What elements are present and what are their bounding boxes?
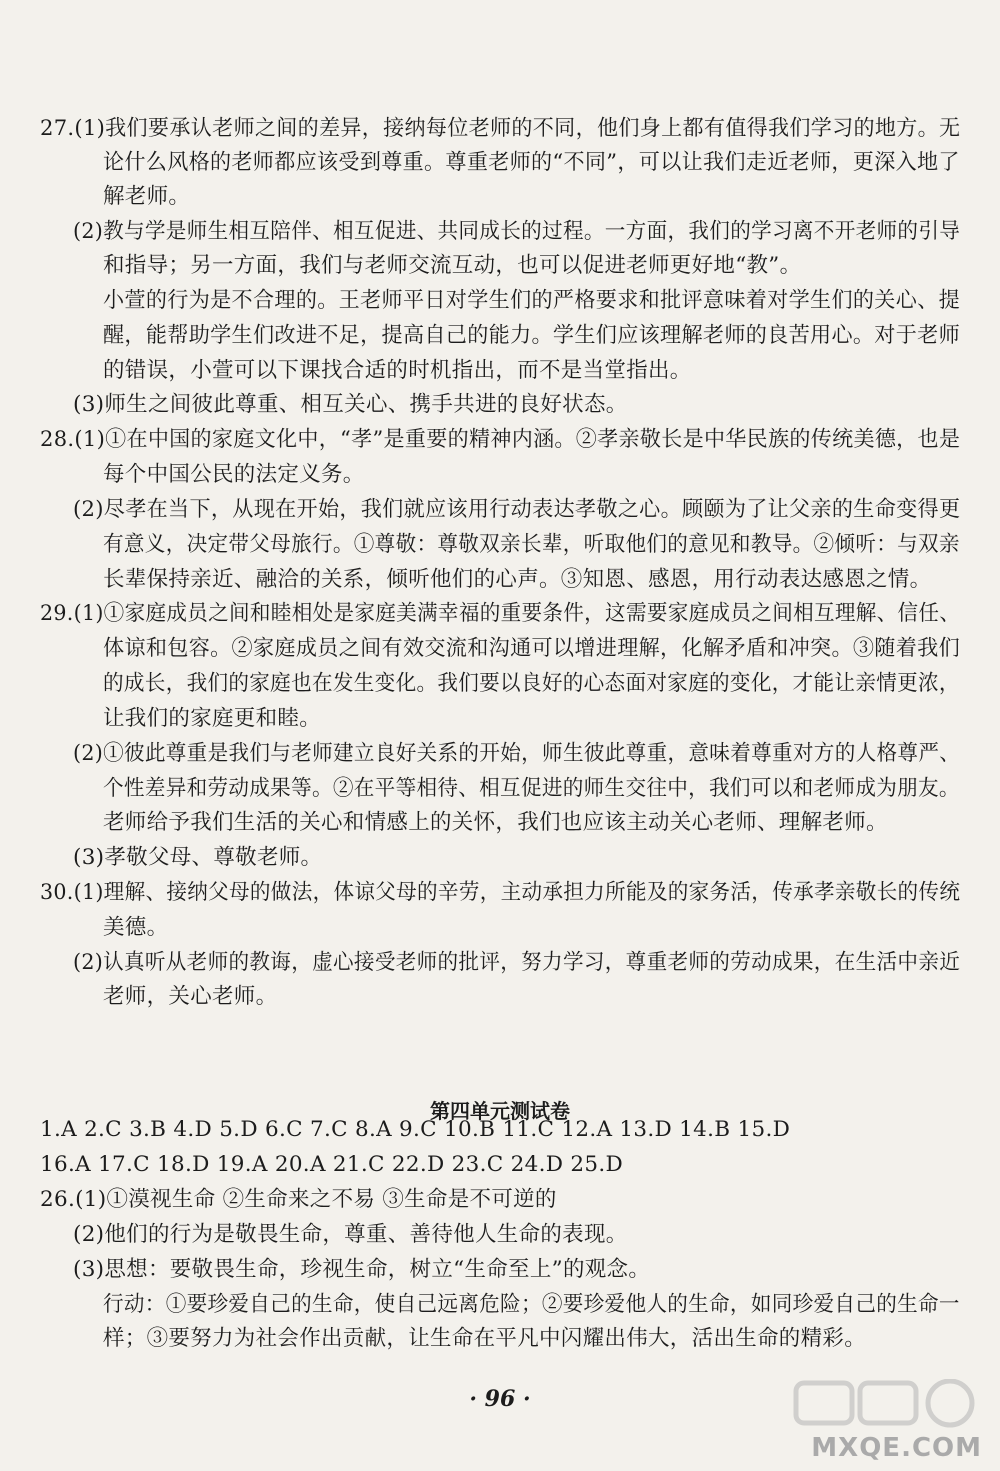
text-line: (3)孝敬父母、尊敬老师。 [73, 845, 323, 870]
text-line: 论什么风格的老师都应该受到尊重。尊重老师的“不同”，可以让我们走近老师，更深入地了 [103, 150, 960, 175]
text-line: 小萱的行为是不合理的。王老师平日对学生们的严格要求和批评意味着对学生们的关心、提 [103, 288, 961, 313]
text-line: (3)思想：要敬畏生命，珍视生命，树立“生命至上”的观念。 [73, 1257, 651, 1282]
text-line: (2)认真听从老师的教诲，虚心接受老师的批评，努力学习，尊重老师的劳动成果，在生活中亲近 [73, 950, 961, 975]
text-line: 解老师。 [103, 184, 191, 209]
text-line: 27.(1)我们要承认老师之间的差异，接纳每位老师的不同，他们身上都有值得我们学习的地方。无 [40, 116, 961, 141]
watermark-site-text: MXQE.COM [811, 1433, 982, 1463]
text-line: 个性差异和劳动成果等。②在平等相待、相互促进的师生交往中，我们可以和老师成为朋友。 [103, 776, 960, 801]
text-line: 每个中国公民的法定义务。 [103, 462, 365, 487]
text-line: 长辈保持亲近、融洽的关系，倾听他们的心声。③知恩、感恩，用行动表达感恩之情。 [103, 567, 932, 592]
text-line: 的错误，小萱可以下课找合适的时机指出，而不是当堂指出。 [103, 358, 692, 383]
text-line: 样；③要努力为社会作出贡献，让生命在平凡中闪耀出伟大，活出生命的精彩。 [103, 1326, 867, 1351]
text-line: 行动：①要珍爱自己的生命，使自己远离危险；②要珍爱他人的生命，如同珍爱自己的生命一 [103, 1292, 960, 1317]
text-line: (2)教与学是师生相互陪伴、相互促进、共同成长的过程。一方面，我们的学习离不开老师的引导 [73, 219, 961, 244]
text-line: 30.(1)理解、接纳父母的做法，体谅父母的辛劳，主动承担力所能及的家务活，传承孝亲敬长的传统 [40, 880, 961, 905]
text-line: 的成长，我们的家庭也在发生变化。我们要以良好的心态面对家庭的变化，才能让亲情更浓， [103, 671, 960, 696]
text-line: (3)师生之间彼此尊重、相互关心、携手共进的良好状态。 [73, 392, 628, 417]
text-line: (2)他们的行为是敬畏生命，尊重、善待他人生命的表现。 [73, 1222, 628, 1247]
section-heading: 第四单元测试卷 [430, 1099, 570, 1123]
page-number: · 96 · [469, 1386, 531, 1412]
text-line: 28.(1)①在中国的家庭文化中，“孝”是重要的精神内涵。②孝亲敬长是中华民族的传统美德，也是 [40, 427, 961, 452]
text-line: 老师给予我们生活的关心和情感上的关怀，我们也应该主动关心老师、理解老师。 [103, 810, 888, 835]
text-line: (2)尽孝在当下，从现在开始，我们就应该用行动表达孝敬之心。顾颐为了让父亲的生命变得更 [73, 497, 961, 522]
text-line: 醒，能帮助学生们改进不足，提高自己的能力。学生们应该理解老师的良苦用心。对于老师 [103, 323, 961, 348]
text-line: 和指导；另一方面，我们与老师交流互动，也可以促进老师更好地“教”。 [103, 253, 802, 278]
text-line: 26.(1)①漠视生命 ②生命来之不易 ③生命是不可逆的 [40, 1187, 557, 1212]
text-line: 美德。 [103, 915, 169, 940]
text-line: 16.A 17.C 18.D 19.A 20.A 21.C 22.D 23.C 24.D 25.D [40, 1152, 624, 1177]
text-line: 1.A 2.C 3.B 4.D 5.D 6.C 7.C 8.A 9.C 10.B 11.C 12.A 13.D 14.B 15.D [40, 1117, 791, 1142]
text-line: 29.(1)①家庭成员之间和睦相处是家庭美满幸福的重要条件，这需要家庭成员之间相互理解、信任、 [40, 601, 961, 626]
text-line: (2)①彼此尊重是我们与老师建立良好关系的开始，师生彼此尊重，意味着尊重对方的人格尊严、 [73, 741, 961, 766]
text-line: 有意义，决定带父母旅行。①尊敬：尊敬双亲长辈，听取他们的意见和教导。②倾听：与双亲 [103, 532, 960, 557]
text-line: 体谅和包容。②家庭成员之间有效交流和沟通可以增进理解，化解矛盾和冲突。③随着我们 [103, 636, 961, 661]
text-line: 老师，关心老师。 [103, 984, 278, 1009]
text-line: 让我们的家庭更和睦。 [103, 706, 322, 731]
